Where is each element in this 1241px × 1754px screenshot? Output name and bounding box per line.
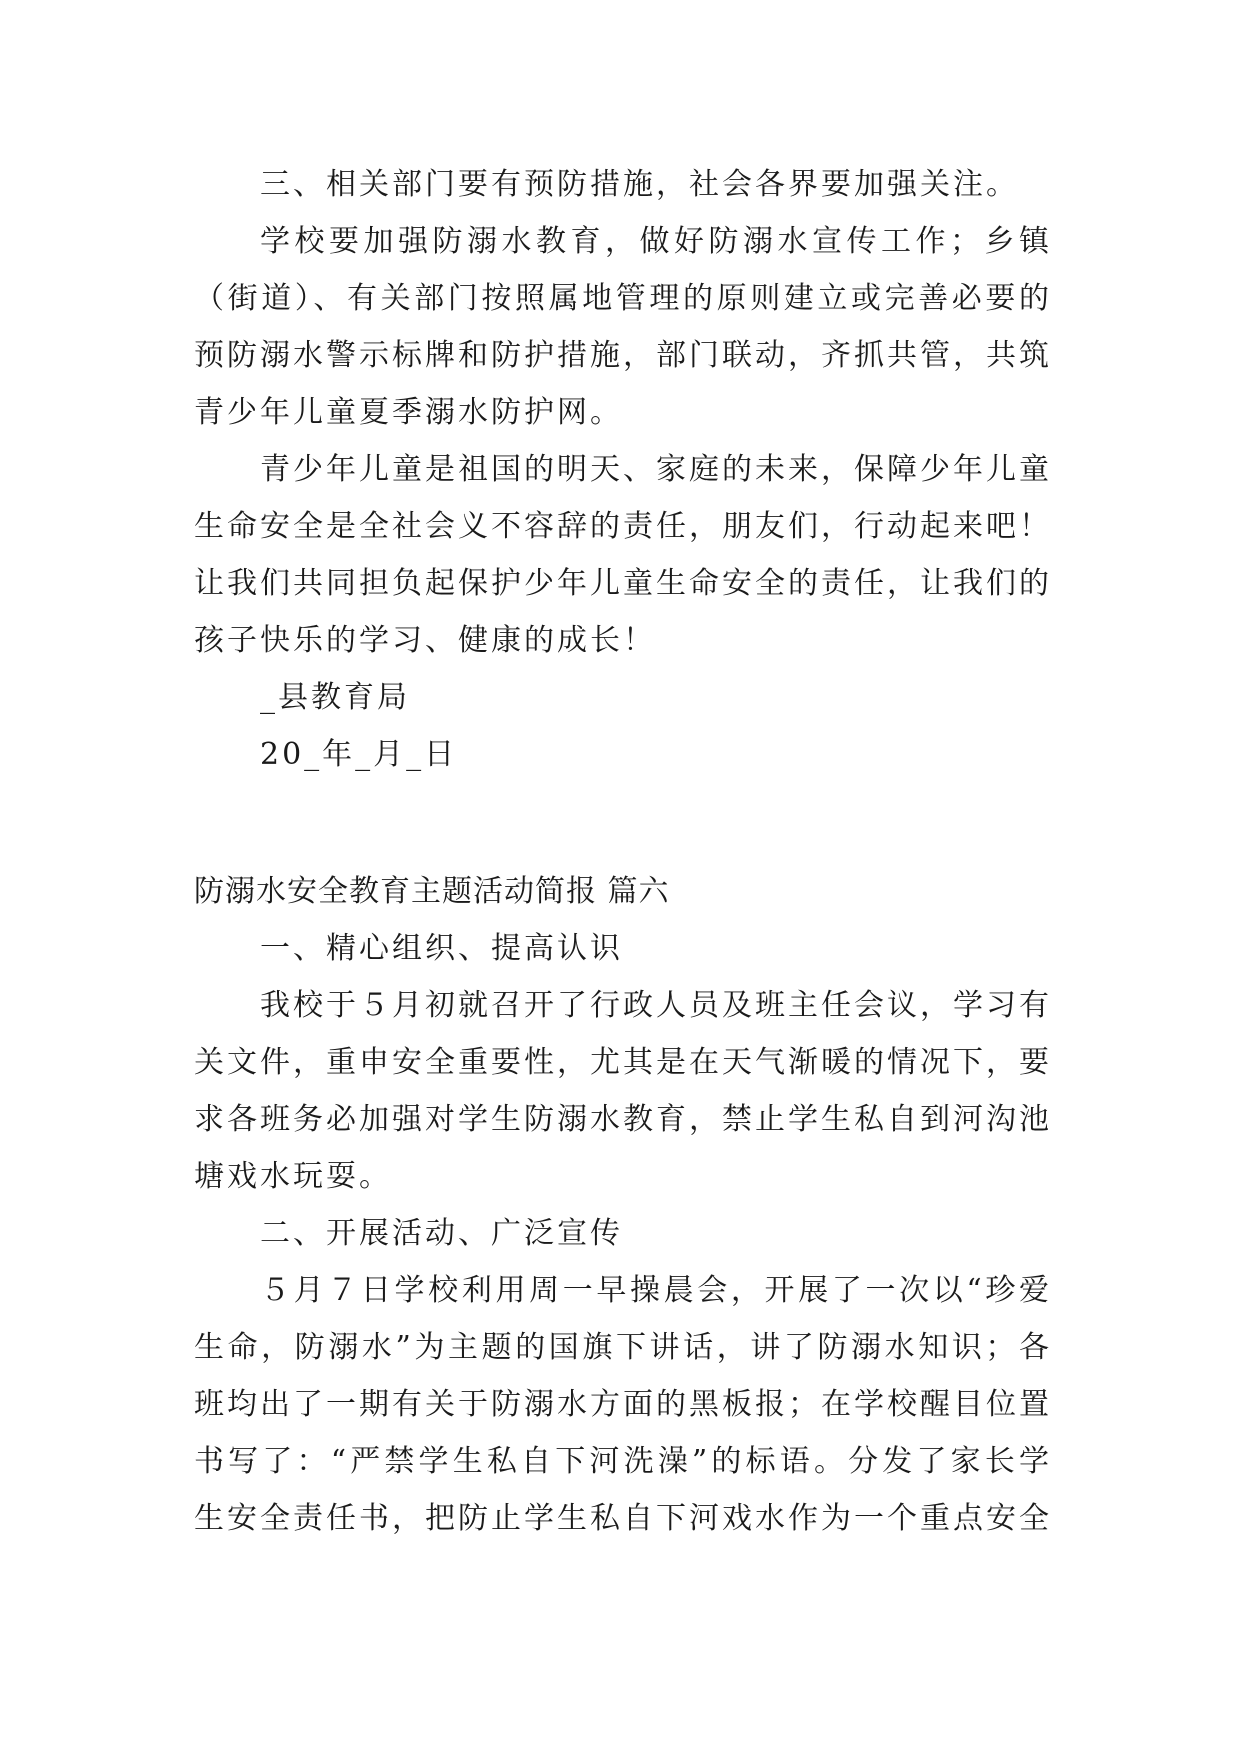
- signature-date: 20_年_月_日: [260, 737, 458, 772]
- paragraph-activities: ５月７日学校利用周一早操晨会，开展了一次以“珍爱生命，防溺水”为主题的国旗下讲话，讲了防溺水知识；各班均出了一期有关于防溺水方面的黑板报；在学校醒目位置书写了：“严禁学生私自下河洗澡”的标语。分发了家长学生安全责任书，把防止学生私自下河戏水作为一个重点安全: [194, 1273, 1052, 1536]
- signature-organization: _县教育局: [260, 680, 410, 715]
- paragraph-meeting: 我校于５月初就召开了行政人员及班主任会议，学习有关文件，重申安全重要性，尤其是在天气渐暖的情况下，要求各班务必加强对学生防溺水教育，禁止学生私自到河沟池塘戏水玩耍。: [194, 988, 1052, 1194]
- subheading-activities: 二、开展活动、广泛宣传: [260, 1216, 623, 1251]
- paragraph-measures-heading: 三、相关部门要有预防措施，社会各界要加强关注。: [260, 167, 1019, 202]
- paragraph-children-future: 青少年儿童是祖国的明天、家庭的未来，保障少年儿童生命安全是全社会义不容辞的责任，朋友们，行动起来吧！让我们共同担负起保护少年儿童生命安全的责任，让我们的孩子快乐的学习、健康的成长！: [194, 452, 1052, 658]
- paragraph-school-education: 学校要加强防溺水教育，做好防溺水宣传工作；乡镇（街道）、有关部门按照属地管理的原则建立或完善必要的预防溺水警示标牌和防护措施，部门联动，齐抓共管，共筑青少年儿童夏季溺水防护网。: [194, 224, 1052, 430]
- document-body: [194, 156, 1052, 1547]
- subheading-organize: 一、精心组织、提高认识: [260, 931, 623, 966]
- section-title: 防溺水安全教育主题活动简报 篇六: [194, 874, 670, 909]
